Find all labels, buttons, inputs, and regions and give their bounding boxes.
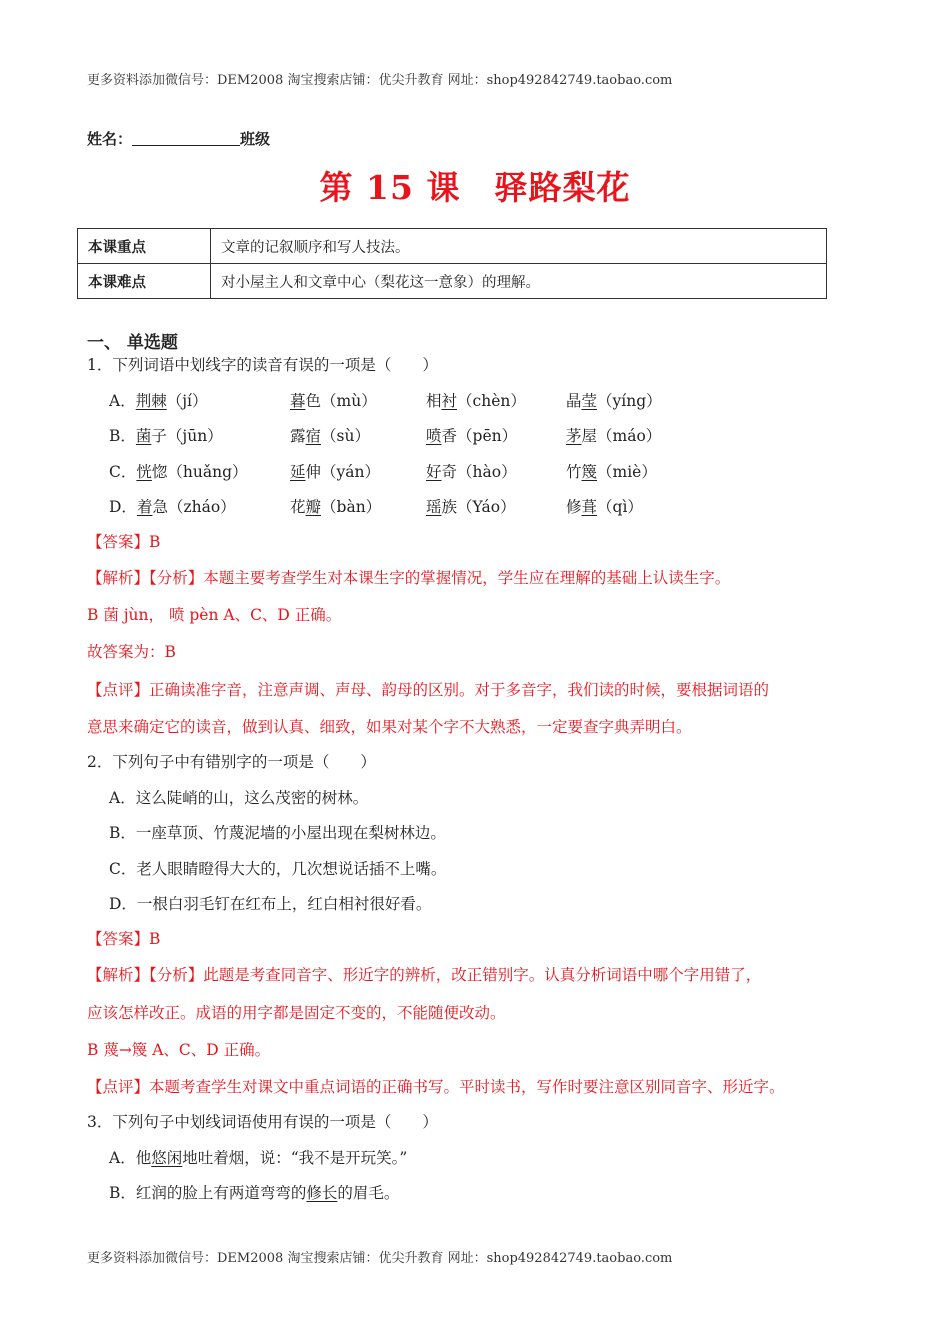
underlined-char: 着 [136, 498, 153, 516]
q1-answer: 【答案】B [87, 533, 161, 551]
option-prefix: 晶 [566, 392, 582, 410]
q3-option-a-underlined: 悠闲 [151, 1149, 183, 1167]
option-prefix: 竹 [566, 463, 582, 481]
focus-value: 文章的记叙顺序和写人技法。 [211, 229, 827, 264]
q1-option-c-item-4 [566, 460, 657, 482]
underlined-char: 喷 [426, 427, 442, 445]
underlined-char: 葺 [581, 498, 598, 516]
difficulty-value: 对小屋主人和文章中心（梨花这一意象）的理解。 [211, 264, 827, 299]
q2-analysis-line2: 应该怎样改正。成语的用字都是固定不变的，不能随便改动。 [87, 1004, 506, 1022]
option-suffix: （qì） [597, 498, 643, 516]
q2-option-d: D．一根白羽毛钉在红布上，红白相衬很好看。 [109, 895, 432, 913]
name-blank [132, 131, 240, 146]
option-suffix: 族（Yáo） [441, 498, 516, 516]
q1-comment-line2: 意思来确定它的读音，做到认真、细致，如果对某个字不大熟悉，一定要查字典弄明白。 [87, 718, 692, 736]
q1-option-b-item-1 [109, 424, 223, 446]
q2-stem: 2．下列句子中有错别字的一项是（ ） [87, 753, 376, 771]
q3-stem: 3．下列句子中划线词语使用有误的一项是（ ） [87, 1113, 438, 1131]
q1-option-c-item-1 [109, 460, 248, 482]
q1-analysis: 【解析】【分析】本题主要考查学生对本课生字的掌握情况，学生应在理解的基础上认读生字。 [87, 569, 731, 587]
option-suffix: 伸（yán） [305, 463, 380, 481]
option-suffix: （chèn） [457, 392, 526, 410]
table-row [78, 264, 827, 299]
page-title: 第 15 课 驿路梨花 [319, 168, 631, 207]
underlined-char: 恍 [136, 463, 152, 481]
option-suffix: （jí） [166, 392, 208, 410]
underlined-char: 瑶 [426, 498, 442, 516]
option-prefix: 花 [290, 498, 306, 516]
q1-option-d-item-3 [426, 495, 516, 517]
q1-option-a-item-1 [109, 389, 207, 411]
q1-option-d-item-2 [290, 495, 381, 517]
underlined-char: 茅 [566, 427, 582, 445]
underlined-char: 荆棘 [135, 392, 167, 410]
q1-option-c-item-2 [290, 460, 380, 482]
name-class-line [87, 128, 270, 149]
option-suffix: 屋（máo） [581, 427, 662, 445]
q1-option-d-item-4 [566, 495, 643, 517]
q3-option-b-underlined: 修长 [306, 1184, 338, 1202]
option-suffix: 香（pēn） [441, 427, 518, 445]
option-prefix: D． [109, 498, 137, 516]
option-suffix: 惚（huǎng） [151, 463, 248, 481]
q2-option-b: B．一座草顶、竹蔑泥墙的小屋出现在梨树林边。 [109, 824, 446, 842]
section-title: 一、 单选题 [87, 333, 178, 353]
q1-comment-line1: 【点评】正确读准字音，注意声调、声母、韵母的区别。对于多音字，我们读的时候，要根据词语的 [87, 681, 770, 699]
underlined-char: 篾 [581, 463, 598, 481]
focus-key: 本课重点 [78, 229, 211, 264]
q1-option-d-item-1 [109, 495, 236, 517]
option-suffix: 子（jūn） [151, 427, 223, 445]
underlined-char: 暮 [290, 392, 306, 410]
option-suffix: （miè） [597, 463, 657, 481]
q3-option-a-pre: A．他 [109, 1149, 152, 1167]
option-prefix: A． [109, 392, 136, 410]
q1-option-c-item-3 [426, 460, 517, 482]
q2-option-a: A．这么陡峭的山，这么茂密的树林。 [109, 789, 369, 807]
q1-detail: B 菌 jùn， 喷 pèn A、C、D 正确。 [87, 606, 342, 624]
q2-detail: B 蔑→篾 A、C、D 正确。 [87, 1041, 271, 1059]
table-row [78, 229, 827, 264]
option-prefix: 修 [566, 498, 582, 516]
q3-option-b-post: 的眉毛。 [337, 1184, 400, 1202]
focus-table [77, 228, 827, 299]
q1-option-a-item-3 [426, 389, 526, 411]
option-suffix: （sù） [321, 427, 370, 445]
footer-note: 更多资料添加微信号：DEM2008 淘宝搜索店铺：优尖升教育 网址：shop492842749.taobao.com [87, 1251, 673, 1266]
underlined-char: 宿 [305, 427, 322, 445]
option-suffix: 色（mù） [305, 392, 377, 410]
underlined-char: 好 [426, 463, 442, 481]
underlined-char: 延 [290, 463, 306, 481]
option-prefix: B． [109, 427, 136, 445]
underlined-char: 衬 [441, 392, 458, 410]
q3-option-a-post: 地吐着烟，说：“我不是开玩笑。” [182, 1149, 408, 1167]
name-label: 姓名： [87, 130, 133, 148]
option-prefix: 露 [290, 427, 306, 445]
difficulty-key: 本课难点 [78, 264, 211, 299]
option-suffix: 急（zháo） [152, 498, 236, 516]
header-note: 更多资料添加微信号：DEM2008 淘宝搜索店铺：优尖升教育 网址：shop492842749.taobao.com [87, 73, 673, 88]
q2-analysis-line1: 【解析】【分析】此题是考查同音字、形近字的辨析，改正错别字。认真分析词语中哪个字用错了， [87, 966, 762, 984]
q2-answer: 【答案】B [87, 930, 161, 948]
underlined-char: 菌 [135, 427, 152, 445]
q1-stem: 1．下列词语中划线字的读音有误的一项是（ ） [87, 356, 438, 374]
option-suffix: 奇（hào） [441, 463, 517, 481]
q1-option-b-item-2 [290, 424, 370, 446]
q1-option-b-item-3 [426, 424, 517, 446]
q1-option-a-item-4 [566, 389, 662, 411]
q3-option-a [109, 1146, 407, 1168]
option-suffix: （yíng） [597, 392, 662, 410]
option-suffix: （bàn） [321, 498, 382, 516]
q1-option-b-item-4 [566, 424, 661, 446]
q3-option-b [109, 1181, 399, 1203]
underlined-char: 瓣 [305, 498, 322, 516]
underlined-char: 莹 [581, 392, 598, 410]
q2-comment: 【点评】本题考查学生对课文中重点词语的正确书写。平时读书，写作时要注意区别同音字、形近字。 [87, 1078, 785, 1096]
q1-option-a-item-2 [290, 389, 377, 411]
q2-option-c: C．老人眼睛瞪得大大的，几次想说话插不上嘴。 [109, 860, 447, 878]
class-label: 班级 [240, 130, 271, 148]
option-prefix: C． [109, 463, 137, 481]
q3-option-b-pre: B．红润的脸上有两道弯弯的 [109, 1184, 307, 1202]
q1-conclusion: 故答案为：B [87, 643, 176, 661]
option-prefix: 相 [426, 392, 442, 410]
